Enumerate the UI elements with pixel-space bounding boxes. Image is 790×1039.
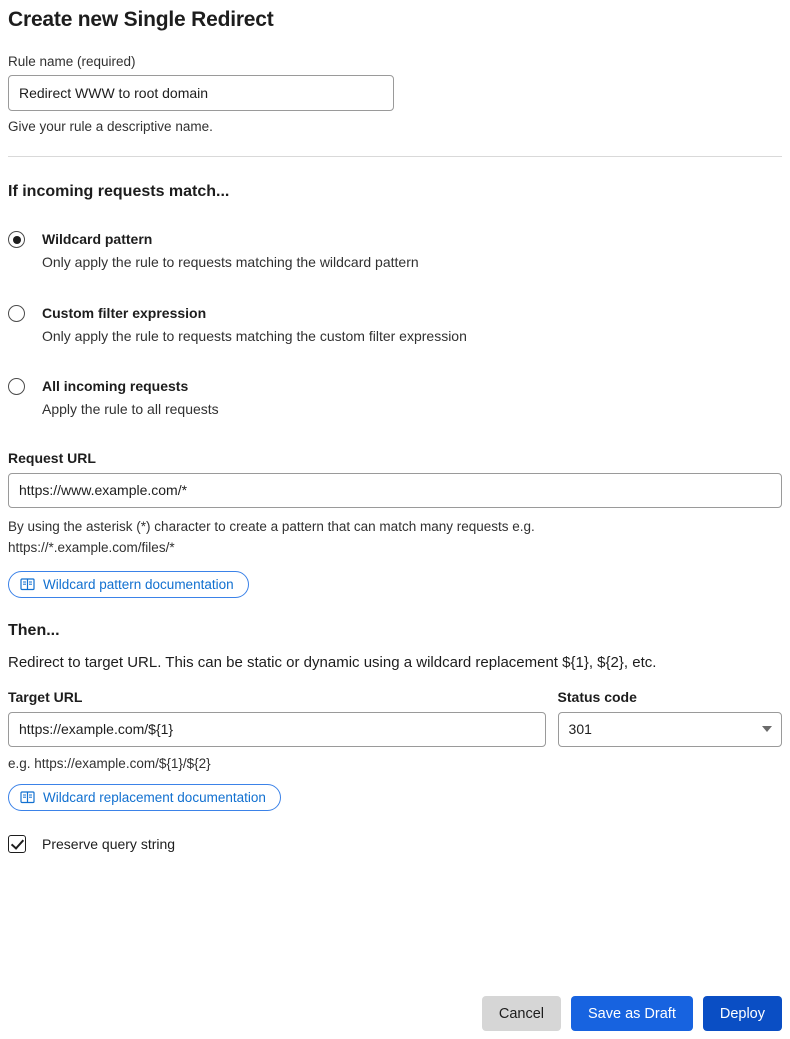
request-url-label: Request URL	[8, 449, 96, 466]
rule-name-helper: Give your rule a descriptive name.	[8, 119, 213, 134]
form-actions	[482, 996, 782, 1031]
radio-desc-all-incoming-requests: Apply the rule to all requests	[42, 401, 219, 418]
target-and-status-row	[8, 689, 782, 747]
radio-icon-custom-filter-expression[interactable]	[8, 305, 25, 322]
request-url-note-line2: https://*.example.com/files/*	[8, 540, 175, 556]
rule-name-input[interactable]	[8, 75, 394, 111]
preserve-query-string-checkbox[interactable]	[8, 835, 26, 853]
radio-option-custom-filter-expression[interactable]	[8, 303, 782, 347]
radio-option-wildcard-pattern[interactable]	[8, 229, 782, 273]
page-title: Create new Single Redirect	[8, 8, 274, 31]
wildcard-pattern-documentation-label: Wildcard pattern documentation	[43, 576, 234, 592]
radio-label-all-incoming-requests: All incoming requests	[42, 378, 189, 395]
preserve-query-string-label: Preserve query string	[42, 835, 176, 852]
status-code-label: Status code	[557, 688, 637, 705]
target-url-example: e.g. https://example.com/${1}/${2}	[8, 755, 211, 771]
radio-desc-custom-filter-expression: Only apply the rule to requests matching the custom filter expression	[42, 327, 467, 344]
cancel-button[interactable]: Cancel	[482, 996, 561, 1031]
target-url-field	[8, 689, 546, 747]
status-code-select[interactable]	[558, 712, 782, 747]
status-code-value: 301	[568, 721, 592, 738]
book-icon	[20, 577, 35, 591]
then-section-description: Redirect to target URL. This can be static or dynamic using a wildcard replacement ${1}, ${2}, etc.	[8, 653, 657, 671]
radio-desc-wildcard-pattern: Only apply the rule to requests matching the wildcard pattern	[42, 254, 419, 271]
status-code-field	[558, 689, 782, 747]
radio-icon-wildcard-pattern[interactable]	[8, 231, 25, 248]
wildcard-pattern-documentation-link[interactable]	[8, 571, 249, 598]
radio-option-all-incoming-requests[interactable]	[8, 376, 782, 420]
preserve-query-string-row[interactable]	[8, 835, 782, 853]
wildcard-replacement-documentation-link[interactable]	[8, 784, 281, 811]
save-as-draft-button[interactable]: Save as Draft	[571, 996, 693, 1031]
radio-label-custom-filter-expression: Custom filter expression	[42, 304, 207, 321]
deploy-button[interactable]: Deploy	[703, 996, 782, 1031]
rule-name-label: Rule name (required)	[8, 54, 136, 69]
target-url-label: Target URL	[8, 688, 83, 705]
wildcard-replacement-documentation-label: Wildcard replacement documentation	[43, 789, 266, 805]
section-divider	[8, 156, 782, 157]
match-radio-group	[8, 229, 782, 420]
radio-icon-all-incoming-requests[interactable]	[8, 378, 25, 395]
request-url-input[interactable]	[8, 473, 782, 508]
radio-label-wildcard-pattern: Wildcard pattern	[42, 231, 153, 247]
target-url-input[interactable]	[8, 712, 546, 747]
create-redirect-form	[0, 8, 790, 853]
request-url-note-line1: By using the asterisk (*) character to create a pattern that can match many requests e.g.	[8, 518, 535, 534]
then-section-heading: Then...	[8, 621, 60, 639]
match-section-heading: If incoming requests match...	[8, 183, 230, 200]
book-icon	[20, 790, 35, 804]
